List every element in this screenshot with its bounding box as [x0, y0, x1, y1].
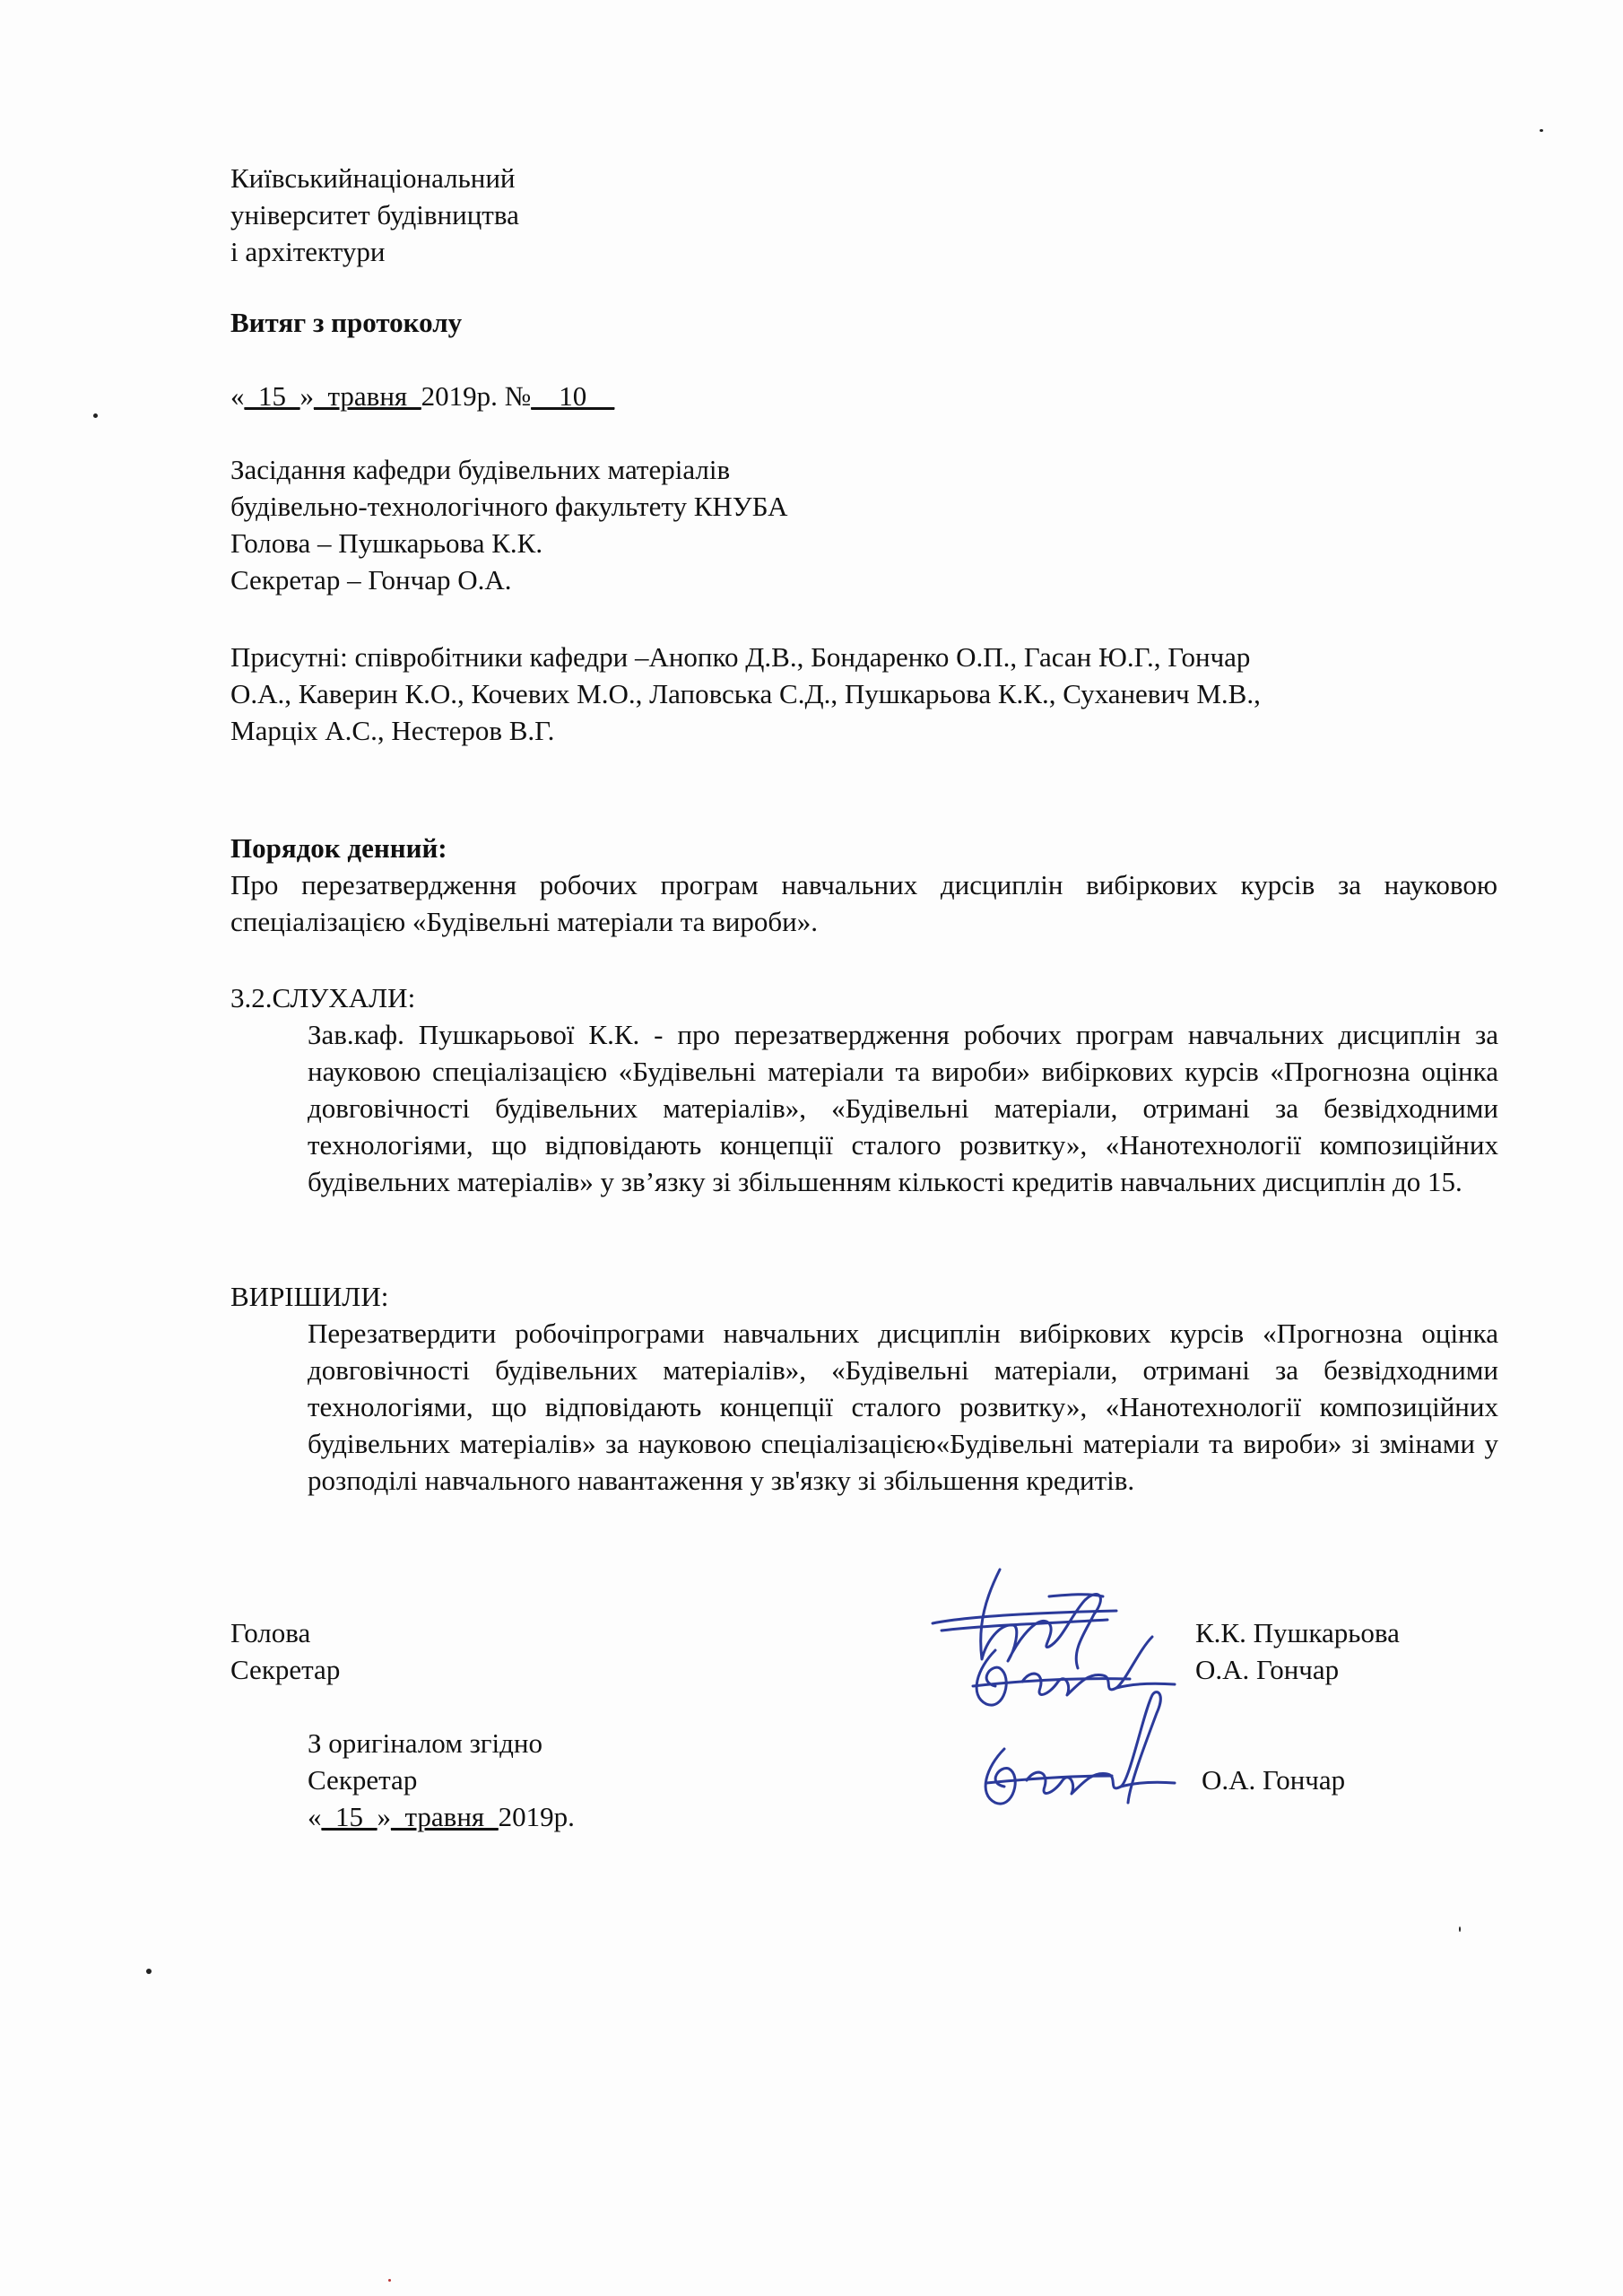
present-block — [230, 639, 1261, 749]
institution-line-3: і архітектури — [230, 236, 386, 267]
extract-title: Витяг з протоколу — [230, 307, 463, 338]
protocol-date — [230, 378, 614, 414]
agenda-text: Про перезатвердження робочих програм навчальних дисциплін вибіркових курсів за науковою спеціалізацією «Будівельні матеріали та вироби». — [230, 869, 1497, 937]
heard-title: 3.2.СЛУХАЛИ: — [230, 982, 416, 1013]
secretary-role: Секретар — [230, 1654, 341, 1685]
meeting-line-1: Засідання кафедри будівельних матеріалів — [230, 454, 731, 485]
signature-names — [1195, 1614, 1400, 1688]
present-line-2: О.А., Каверин К.О., Кочевих М.О., Лаповська С.Д., Пушкарьова К.К., Суханевич М.В., — [230, 678, 1261, 709]
date-year: 2019р. № — [421, 380, 532, 412]
cert-date-month: _травня_ — [391, 1801, 499, 1832]
scan-speck — [146, 1969, 152, 1974]
scan-speck — [93, 413, 98, 418]
certification-date — [308, 1798, 575, 1835]
scan-speck — [1459, 1926, 1461, 1932]
certification-role: Секретар — [308, 1764, 418, 1796]
meeting-secretary: Секретар – Гончар О.А. — [230, 564, 512, 596]
certification-name: О.А. Гончар — [1202, 1764, 1346, 1796]
date-quote-open: « — [230, 380, 245, 412]
certification-block — [308, 1725, 575, 1835]
chair-role: Голова — [230, 1617, 311, 1648]
present-line-1: Присутні: співробітники кафедри –Анопко Д.В., Бондаренко О.П., Гасан Ю.Г., Гончар — [230, 641, 1251, 673]
scan-speck — [1540, 129, 1543, 132]
meeting-chair: Голова – Пушкарьова К.К. — [230, 527, 543, 559]
certification-line: З оригіналом згідно — [308, 1727, 543, 1759]
certification-signature — [950, 1686, 1184, 1821]
cert-date-quote-close: » — [377, 1801, 391, 1832]
heard-text: Зав.каф. Пушкарьової К.К. - про перезатвердження робочих програм навчальних дисциплін за науковою спеціалізацією «Будівельні матеріали та вироби» вибіркових курсів «Прогнозна оцінка довговічності будівельних матеріалів», «Будівельні матеріали, отримані за безвідходними технологіями, що відповідають концепції сталого розвитку», «Нанотехнології композиційних будівельних матеріалів» у зв’язку зі збільшенням кількості кредитів навчальних дисциплін до 15. — [308, 1019, 1498, 1197]
cert-date-day: _15_ — [321, 1801, 378, 1832]
scan-speck — [388, 2279, 391, 2282]
agenda-title: Порядок денний: — [230, 832, 447, 864]
cert-date-quote-open: « — [308, 1801, 322, 1832]
chair-name: К.К. Пушкарьова — [1195, 1617, 1400, 1648]
date-month: _травня_ — [314, 380, 421, 412]
meeting-block — [230, 451, 788, 598]
meeting-line-2: будівельно-технологічного факультету КНУБА — [230, 491, 788, 522]
secretary-name: О.А. Гончар — [1195, 1654, 1340, 1685]
signature-roles — [230, 1614, 340, 1688]
institution-line-2: університет будівництва — [230, 199, 519, 230]
institution-header — [230, 160, 519, 270]
date-quote-close: » — [299, 380, 314, 412]
present-line-3: Марціх А.С., Нестеров В.Г. — [230, 715, 555, 746]
date-day: _15_ — [244, 380, 300, 412]
protocol-number: __10__ — [531, 380, 615, 412]
cert-date-year: 2019р. — [498, 1801, 575, 1832]
institution-line-1: Київськийнаціональний — [230, 162, 516, 194]
decided-title: ВИРІШИЛИ: — [230, 1281, 389, 1312]
decided-text: Перезатвердити робочіпрограми навчальних дисциплін вибіркових курсів «Прогнозна оцінка довговічності будівельних матеріалів», «Будівельні матеріали, отримані за безвідходними технологіями, що відповідають концепції сталого розвитку», «Нанотехнології композиційних будівельних матеріалів» за науковою спеціалізацією«Будівельні матеріали та вироби» зі змінами у розподілі навчального навантаження у зв'язку зі збільшення кредитів. — [308, 1318, 1498, 1496]
